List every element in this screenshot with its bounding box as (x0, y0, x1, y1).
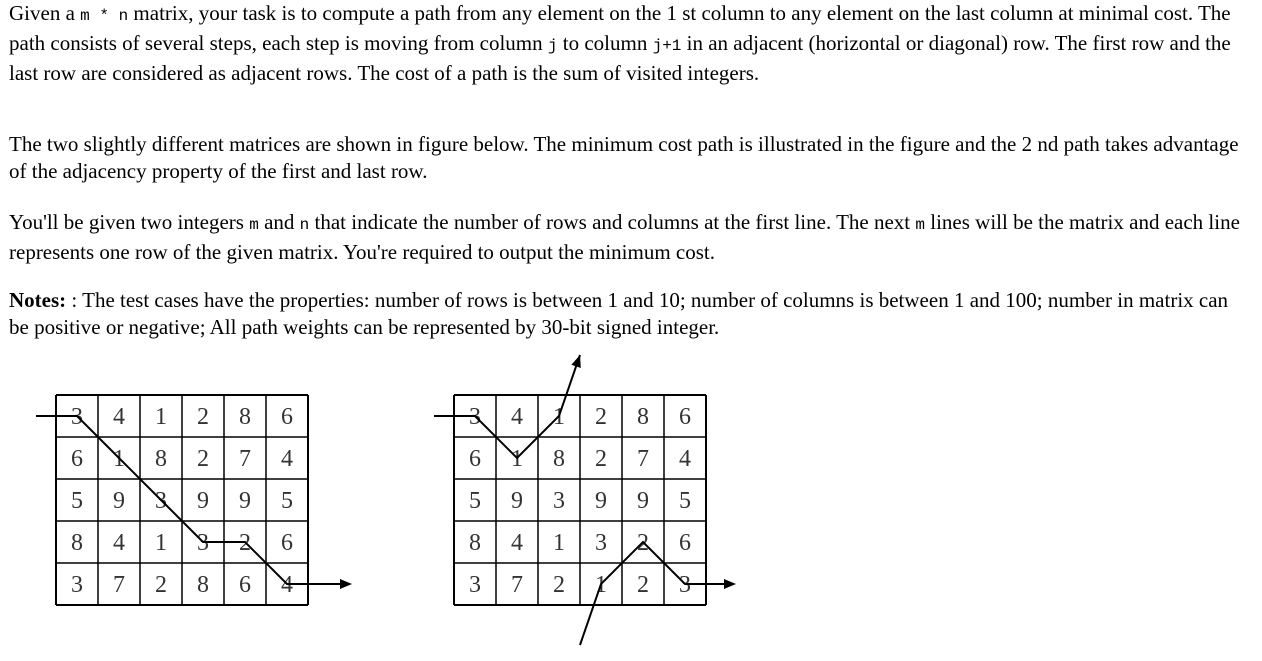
matrix-cell-value: 7 (511, 572, 523, 598)
intro-text-1: Given a (9, 1, 81, 25)
intro-text-4: in an adjacent (horizontal or diagonal) row. The first row and the last row are considered as adjacent rows. The cost of a path is the sum of visited integers. (9, 31, 1231, 85)
matrix-cell-value: 3 (197, 530, 209, 556)
matrix-cell-value: 3 (553, 488, 565, 514)
input-text-4: lines will be the matrix and each line represents one row of the given matrix. You're required to output the minimum cost. (9, 210, 1240, 264)
matrix-cell-value: 4 (679, 446, 691, 472)
matrix-grid (454, 395, 706, 605)
matrix-cell-value: 1 (595, 572, 607, 598)
path-wrap-arrowhead (571, 355, 580, 368)
matrix-figure-a (30, 370, 370, 630)
matrix-cell-value: 8 (553, 446, 565, 472)
matrix-cell-value: 2 (197, 446, 209, 472)
matrix-cell-value: 5 (281, 488, 293, 514)
matrix-cell-value: 3 (679, 572, 691, 598)
matrix-cell-value: 6 (239, 572, 251, 598)
matrix-cell-value: 2 (595, 446, 607, 472)
matrix-cell-value: 1 (113, 446, 125, 472)
notes-paragraph (9, 287, 1249, 341)
intro-text-2: matrix, your task is to compute a path from any element on the 1 st column to any element on the last column at minimal cost. The path consists of several steps, each step is moving from column (9, 1, 1231, 55)
path-exit-arrowhead (724, 579, 736, 589)
matrix-figure-b (430, 370, 750, 630)
matrix-cell-value: 6 (469, 446, 481, 472)
matrix-cell-value: 9 (239, 488, 251, 514)
matrix-cell-value: 1 (155, 404, 167, 430)
matrix-cell-value: 4 (511, 404, 523, 430)
matrix-cell-value: 6 (679, 530, 691, 556)
matrix-cell-value: 1 (511, 446, 523, 472)
matrix-cell-value: 4 (511, 530, 523, 556)
input-code-m: m (249, 216, 259, 234)
matrix-cell-value: 8 (197, 572, 209, 598)
matrix-cell-value: 2 (553, 572, 565, 598)
matrix-cell-value: 6 (71, 446, 83, 472)
matrix-cell-value: 9 (595, 488, 607, 514)
matrix-cell-value: 9 (113, 488, 125, 514)
matrix-cell-value: 2 (595, 404, 607, 430)
matrix-cell-value: 1 (155, 530, 167, 556)
intro-code-j1: j+1 (652, 37, 682, 55)
intro-code-mn: m * n (80, 7, 129, 25)
matrix-cell-value: 5 (679, 488, 691, 514)
notes-label: Notes: (9, 288, 67, 312)
input-code-n: n (299, 216, 310, 234)
notes-text: : The test cases have the properties: number of rows is between 1 and 10; number of columns is between 1 and 100; number in matrix can be positive or negative; All path weights can be represented by 30-bit signed integer. (9, 288, 1229, 339)
matrix-cell-value: 6 (281, 404, 293, 430)
matrix-cell-value: 8 (239, 404, 251, 430)
matrix-cell-value: 4 (113, 530, 125, 556)
path-exit-arrowhead (340, 579, 352, 589)
matrix-cell-value: 7 (113, 572, 125, 598)
matrix-cell-value: 7 (637, 446, 649, 472)
matrix-cell-value: 4 (113, 404, 125, 430)
matrix-cell-value: 1 (553, 404, 565, 430)
input-description-paragraph (9, 209, 1249, 266)
matrix-cell-value: 2 (155, 572, 167, 598)
matrix-cell-value: 3 (71, 572, 83, 598)
matrix-cell-value: 4 (281, 572, 293, 598)
matrix-cell-value: 5 (71, 488, 83, 514)
problem-intro-paragraph (9, 0, 1249, 87)
matrix-cell-value: 1 (553, 530, 565, 556)
matrix-cell-value: 2 (197, 404, 209, 430)
matrix-cell-value: 2 (239, 530, 251, 556)
matrix-cell-value: 2 (637, 530, 649, 556)
matrix-cell-value: 3 (469, 572, 481, 598)
input-text-2: and (258, 210, 300, 234)
matrix-cell-value: 3 (155, 488, 167, 514)
input-text-3: that indicate the number of rows and columns at the first line. The next (309, 210, 916, 234)
matrix-cell-value: 3 (71, 404, 83, 430)
matrix-cell-value: 3 (469, 404, 481, 430)
matrix-grid (56, 395, 308, 605)
matrix-cell-value: 5 (469, 488, 481, 514)
matrix-cell-value: 7 (239, 446, 251, 472)
matrix-cell-value: 9 (637, 488, 649, 514)
matrix-cell-value: 8 (637, 404, 649, 430)
matrix-cell-value: 9 (511, 488, 523, 514)
figure-description-paragraph: The two slightly different matrices are shown in figure below. The minimum cost path is illustrated in the figure and the 2 nd path takes advantage of the adjacency property of the first and last row. (9, 132, 1239, 183)
matrix-cell-value: 4 (281, 446, 293, 472)
matrix-cell-value: 9 (197, 488, 209, 514)
input-code-m2: m (915, 216, 925, 234)
intro-text-3: to column (557, 31, 653, 55)
input-text-1: You'll be given two integers (9, 210, 250, 234)
matrix-cell-value: 8 (71, 530, 83, 556)
matrix-cell-value: 6 (679, 404, 691, 430)
intro-code-j: j (547, 37, 558, 55)
matrix-cell-value: 3 (595, 530, 607, 556)
matrix-cell-value: 2 (637, 572, 649, 598)
matrix-cell-value: 8 (469, 530, 481, 556)
matrix-cell-value: 6 (281, 530, 293, 556)
matrix-cell-value: 8 (155, 446, 167, 472)
